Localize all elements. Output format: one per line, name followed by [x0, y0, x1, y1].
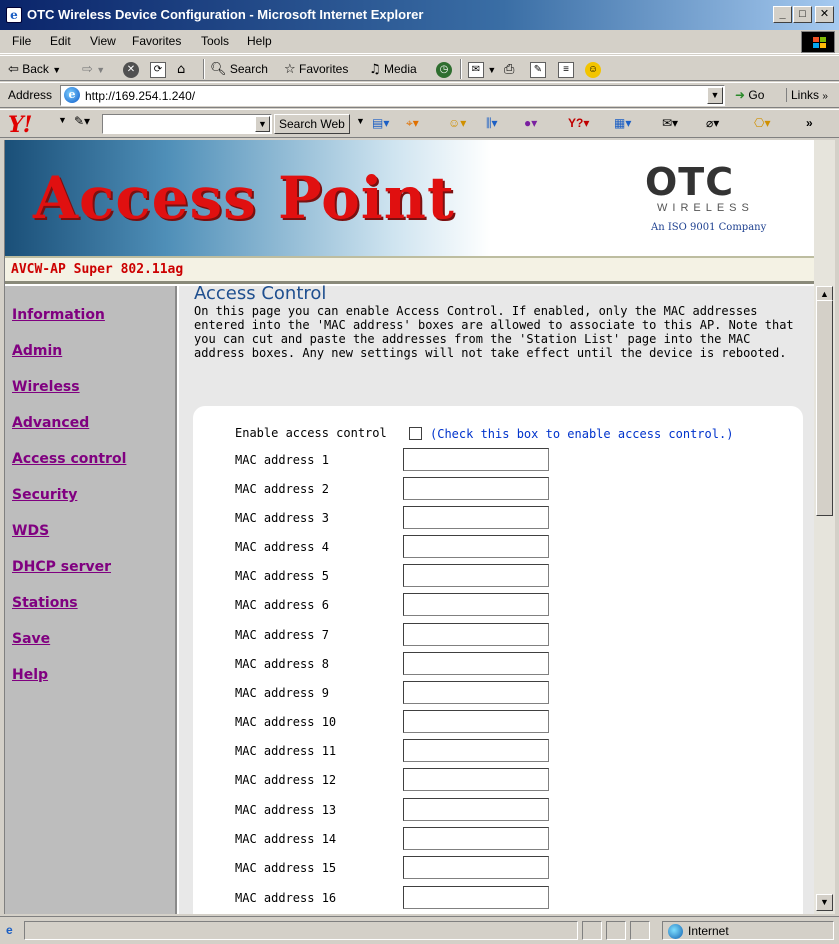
- links-button[interactable]: [786, 88, 828, 102]
- menu-tools[interactable]: Tools: [201, 34, 230, 48]
- mac-address-input[interactable]: [403, 448, 549, 471]
- media-label: Media: [384, 62, 417, 76]
- window-title-bar: [0, 0, 839, 30]
- mac-address-label: MAC address 16: [235, 891, 337, 905]
- enable-access-control-note: (Check this box to enable access control.): [430, 427, 734, 441]
- forward-arrow-icon: ⇨: [82, 62, 93, 77]
- status-bar: [0, 916, 839, 944]
- scroll-up-icon[interactable]: ▲: [816, 286, 833, 303]
- sidebar-item-help[interactable]: Help: [12, 667, 49, 683]
- mac-address-label: MAC address 2: [235, 482, 329, 496]
- mac-address-input[interactable]: [403, 506, 549, 529]
- mac-address-input[interactable]: [403, 593, 549, 616]
- envelope-icon[interactable]: ✉▾: [662, 116, 679, 130]
- sidebar-item-advanced[interactable]: Advanced: [12, 415, 90, 431]
- mac-address-label: MAC address 6: [235, 598, 329, 612]
- back-arrow-icon: ⇦: [8, 62, 19, 77]
- mac-address-label: MAC address 8: [235, 657, 329, 671]
- mac-address-input[interactable]: [403, 827, 549, 850]
- stop-icon: ✕: [123, 62, 139, 78]
- sidebar-item-security[interactable]: Security: [12, 487, 78, 503]
- mac-address-input[interactable]: [403, 798, 549, 821]
- status-pane: [582, 921, 602, 940]
- security-zone-label: Internet: [688, 924, 729, 938]
- mac-address-input[interactable]: [403, 710, 549, 733]
- back-button[interactable]: [8, 60, 61, 78]
- sidebar-nav: [5, 286, 177, 914]
- yahoo-toolbar: [0, 109, 839, 138]
- otc-logo-word: OTC: [645, 160, 735, 204]
- vertical-scrollbar[interactable]: [814, 140, 835, 914]
- media-button[interactable]: [369, 60, 417, 78]
- mac-address-label: MAC address 7: [235, 628, 329, 642]
- toolbar-separator: [460, 59, 462, 79]
- mac-address-label: MAC address 12: [235, 773, 337, 787]
- mac-address-input[interactable]: [403, 623, 549, 646]
- media-icon: ♫: [369, 62, 381, 77]
- address-label: Address: [8, 88, 53, 102]
- mac-address-input[interactable]: [403, 535, 549, 558]
- smiley-icon[interactable]: ☺▾: [448, 116, 467, 130]
- menu-view[interactable]: View: [90, 34, 116, 48]
- scrollbar-thumb[interactable]: [816, 300, 833, 516]
- close-button[interactable]: ✕: [815, 6, 834, 23]
- status-text-pane: [24, 921, 578, 940]
- go-button[interactable]: [735, 88, 764, 102]
- product-bar: [5, 256, 814, 284]
- print-icon: ⎙: [504, 62, 515, 77]
- discuss-icon: ≡: [558, 62, 574, 78]
- mac-address-input[interactable]: [403, 564, 549, 587]
- main-content: [179, 283, 814, 914]
- refresh-icon: ⟳: [150, 62, 166, 78]
- yahoo-search-dropdown-icon[interactable]: ▼: [255, 116, 270, 132]
- mac-address-label: MAC address 9: [235, 686, 329, 700]
- toolbar-separator: [203, 59, 205, 79]
- messenger-smiley-icon: ☺: [585, 62, 601, 78]
- menu-file[interactable]: File: [12, 34, 32, 48]
- sidebar-item-save[interactable]: Save: [12, 631, 51, 647]
- links-label: Links: [791, 88, 820, 102]
- address-bar: [0, 82, 839, 108]
- page-status-icon: e: [6, 923, 13, 937]
- otc-logo-sub: WIRELESS: [657, 202, 754, 214]
- mac-address-label: MAC address 13: [235, 803, 337, 817]
- ie-page-icon: e: [64, 87, 80, 103]
- menu-favorites[interactable]: Favorites: [132, 34, 182, 48]
- yahoo-search-input[interactable]: [102, 114, 272, 134]
- maximize-button[interactable]: □: [793, 6, 812, 23]
- mac-address-input[interactable]: [403, 856, 549, 879]
- sidebar-item-information[interactable]: Information: [12, 307, 105, 323]
- address-dropdown-icon[interactable]: ▼: [707, 87, 723, 104]
- sidebar-item-dhcp-server[interactable]: DHCP server: [12, 559, 112, 575]
- chevron-more-icon[interactable]: »: [806, 116, 813, 130]
- sidebar-item-access-control[interactable]: Access control: [12, 451, 127, 467]
- yahoo-mail-icon[interactable]: Y?▾: [568, 116, 590, 130]
- mac-address-label: MAC address 3: [235, 511, 329, 525]
- ie-app-icon: e: [6, 7, 22, 23]
- pencil-icon[interactable]: ✎▾: [74, 114, 91, 128]
- page-description: On this page you can enable Access Control. If enabled, only the MAC addresses entered into the 'MAC address' boxes are allowed to associate to this AP. Note that you can cut and paste the addresses from the 'Station List' page into the MAC address boxes. Any new settings will not take effect until the device is rebooted.: [194, 304, 794, 360]
- stop-button[interactable]: [123, 60, 139, 78]
- chevron-right-icon: »: [822, 91, 828, 102]
- minimize-button[interactable]: _: [773, 6, 792, 23]
- search-button[interactable]: [210, 60, 268, 78]
- mac-address-input[interactable]: [403, 768, 549, 791]
- discuss-button[interactable]: [558, 60, 574, 78]
- mac-address-input[interactable]: [403, 477, 549, 500]
- address-url[interactable]: http://169.254.1.240/: [85, 89, 196, 103]
- yahoo-dropdown-icon[interactable]: ▼: [58, 115, 67, 125]
- mac-address-input[interactable]: [403, 652, 549, 675]
- product-name: AVCW-AP Super 802.11ag: [11, 262, 184, 277]
- mac-address-label: MAC address 15: [235, 861, 337, 875]
- status-pane: [630, 921, 650, 940]
- favorites-label: Favorites: [299, 62, 349, 76]
- address-input[interactable]: [60, 85, 725, 106]
- messenger-button[interactable]: [585, 60, 601, 78]
- forward-dropdown-icon: ▼: [96, 65, 106, 75]
- sidebar-item-wireless[interactable]: Wireless: [12, 379, 80, 395]
- target-icon[interactable]: ⌖▾: [406, 116, 419, 130]
- search-web-button[interactable]: [274, 114, 350, 134]
- enable-access-control-label: Enable access control: [235, 426, 387, 440]
- go-arrow-icon: ➜: [735, 88, 746, 102]
- search-label: Search: [229, 62, 268, 76]
- mail-button[interactable]: [468, 60, 496, 78]
- my-yahoo-icon[interactable]: ●▾: [524, 116, 538, 130]
- standard-toolbar: [0, 55, 839, 81]
- otc-logo: [645, 160, 775, 240]
- news-icon[interactable]: ▦▾: [614, 116, 632, 130]
- search-web-dropdown-icon[interactable]: ▼: [356, 116, 365, 126]
- scroll-down-icon[interactable]: ▼: [816, 894, 833, 911]
- page-title: Access Control: [194, 283, 327, 304]
- mac-address-label: MAC address 5: [235, 569, 329, 583]
- history-button[interactable]: [436, 60, 452, 78]
- banner-title: Access Point: [33, 164, 455, 232]
- windows-logo-icon: [801, 31, 835, 53]
- edit-button[interactable]: [530, 60, 546, 78]
- refresh-button[interactable]: [150, 60, 166, 78]
- edit-icon: ✎: [530, 62, 546, 78]
- mail-icon: ✉: [468, 62, 484, 78]
- internet-globe-icon: [668, 924, 683, 939]
- mac-address-input[interactable]: [403, 886, 549, 909]
- search-icon: 🔍︎: [210, 62, 227, 77]
- sidebar-item-stations[interactable]: Stations: [12, 595, 78, 611]
- home-button[interactable]: [177, 60, 185, 78]
- home-icon: ⌂: [177, 62, 186, 77]
- print-button[interactable]: [504, 60, 514, 78]
- go-label: Go: [748, 88, 765, 102]
- enable-access-control-checkbox[interactable]: [409, 427, 422, 440]
- menu-help[interactable]: Help: [247, 34, 272, 48]
- status-pane: [606, 921, 626, 940]
- mac-address-label: MAC address 4: [235, 540, 329, 554]
- page-viewport: [4, 140, 814, 914]
- mac-address-label: MAC address 1: [235, 453, 329, 467]
- mac-address-input[interactable]: [403, 739, 549, 762]
- sidebar-item-wds[interactable]: WDS: [12, 523, 50, 539]
- menu-bar: [0, 30, 839, 54]
- highlight-icon[interactable]: ▤▾: [372, 116, 390, 130]
- window-title: OTC Wireless Device Configuration - Microsoft Internet Explorer: [27, 7, 424, 22]
- bookmark-icon[interactable]: ⌀▾: [706, 116, 720, 130]
- access-control-form: [193, 406, 803, 914]
- favorites-icon: ☆: [284, 62, 296, 77]
- yahoo-logo[interactable]: Y!: [8, 112, 32, 138]
- otc-iso-caption: An ISO 9001 Company: [651, 222, 767, 233]
- back-dropdown-icon[interactable]: ▼: [52, 65, 62, 75]
- mac-address-label: MAC address 14: [235, 832, 337, 846]
- sidebar-item-admin[interactable]: Admin: [12, 343, 63, 359]
- header-banner: [5, 140, 814, 256]
- menu-edit[interactable]: Edit: [50, 34, 71, 48]
- search-web-label: Search Web: [279, 117, 345, 131]
- forward-button[interactable]: [82, 60, 105, 78]
- history-icon: ◷: [436, 62, 452, 78]
- mail-dropdown-icon[interactable]: ▼: [487, 65, 497, 75]
- clip-icon[interactable]: ⎔▾: [754, 116, 771, 130]
- mac-address-input[interactable]: [403, 681, 549, 704]
- mac-address-label: MAC address 11: [235, 744, 337, 758]
- finance-icon[interactable]: ⫼▾: [486, 116, 498, 130]
- mac-address-label: MAC address 10: [235, 715, 337, 729]
- back-label: Back: [22, 62, 49, 76]
- favorites-button[interactable]: [284, 60, 348, 78]
